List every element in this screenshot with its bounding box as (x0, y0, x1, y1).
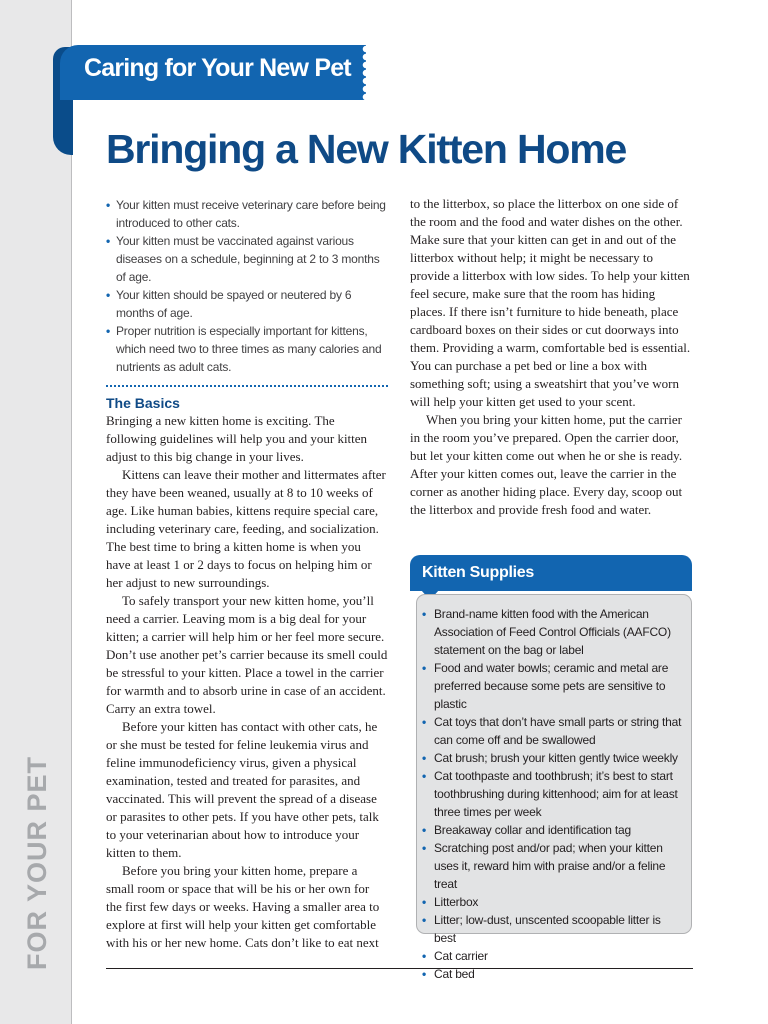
bullet-icon: • (106, 198, 111, 212)
paragraph-start-text: Before you bring your kitten home, prepare a small room or space that will be his or her own for the first few days or weeks. Having a smaller area to explore at first will help your kitten get comfortable with his or her new home. Cats don’t like to eat next (106, 863, 380, 950)
basics-paragraph-continued (106, 862, 388, 952)
key-point (106, 196, 388, 232)
basics-paragraph: To safely transport your new kitten home, you’ll need a carrier. Leaving mom is a big deal for your kitten; a carrier will help him or her feel more secure. Don’t use another pet’s carrier because its smell could be stressful to your kitten. Place a towel in the carrier for warmth and to absorb urine in case of an accident. Carry an extra towel. (106, 593, 388, 716)
right-column (410, 195, 692, 519)
bullet-icon: • (422, 967, 427, 981)
supply-item (422, 821, 683, 839)
bullet-icon: • (422, 661, 427, 675)
supply-item-text: Food and water bowls; ceramic and metal are preferred because some pets are sensitive to plastic (434, 661, 669, 711)
supply-item (422, 605, 683, 659)
supply-item-text: Brand-name kitten food with the American Association of Feed Control Officials (AAFCO) statement on the bag or label (434, 607, 671, 657)
side-strip (0, 0, 72, 1024)
key-point-text: Your kitten must receive veterinary care before being introduced to other cats. (116, 198, 386, 230)
supply-item-text: Cat toothpaste and toothbrush; it’s best to start toothbrushing during kittenhood; aim for at least three times per week (434, 769, 678, 819)
basics-paragraph: Kittens can leave their mother and littermates after they have been weaned, usually at 8 to 10 weeks of age. Like human babies, kittens require special care, including veterinary care, feeding, and socialization. The best time to bring a kitten home is when you have at least 1 or 2 days to focus on helping him or her adjust to new surroundings. (106, 467, 386, 590)
supply-item (422, 947, 683, 965)
key-point (106, 322, 388, 376)
supply-item-text: Cat brush; brush your kitten gently twice weekly (434, 751, 678, 765)
bullet-icon: • (422, 607, 427, 621)
supply-item-text: Litterbox (434, 895, 479, 909)
dotted-divider (106, 385, 388, 387)
banner-title: Caring for Your New Pet (84, 54, 351, 82)
page-title: Bringing a New Kitten Home (106, 126, 627, 172)
key-point-text: Your kitten should be spayed or neutered by 6 months of age. (116, 288, 352, 320)
bullet-icon: • (422, 751, 427, 765)
supply-item (422, 839, 683, 893)
supply-item (422, 767, 683, 821)
basics-paragraph-continuation (410, 195, 692, 411)
supply-item (422, 893, 683, 911)
paragraph-end-text: to the litterbox, so place the litterbox on one side of the room and the food and water dishes on the other. Make sure that your kitten can get in and out of the litterbox without help; it might be necessary to provide a litterbox with low sides. To help your kitten feel secure, make sure that the room has hiding places. If there isn’t furniture to hide beneath, place cardboard boxes on their sides or cut doorways into them. Providing a warm, comfortable bed is essential. You can purchase a pet bed or line a box with something soft; using a sweatshirt that you’ve worn will help your kitten get used to your scent. (410, 196, 691, 409)
supplies-list (422, 605, 683, 983)
supply-item (422, 749, 683, 767)
supplies-box (416, 594, 692, 981)
supply-item (422, 911, 683, 947)
bullet-icon: • (422, 949, 427, 963)
bullet-icon: • (106, 288, 111, 302)
left-column (106, 196, 388, 952)
bullet-icon: • (106, 324, 111, 338)
key-point-text: Your kitten must be vaccinated against various diseases on a schedule, beginning at 2 to 3 months of age. (116, 234, 380, 284)
basics-paragraph: Bringing a new kitten home is exciting. The following guidelines will help you and your kitten adjust to this big change in your lives. (106, 413, 368, 464)
bottom-rule (106, 968, 693, 969)
key-point (106, 286, 388, 322)
bullet-icon: • (106, 234, 111, 248)
bullet-icon: • (422, 841, 427, 855)
side-label: FOR YOUR PET (22, 755, 52, 970)
supply-item (422, 713, 683, 749)
bullet-icon: • (422, 895, 427, 909)
key-point (106, 232, 388, 286)
supply-item-text: Breakaway collar and identification tag (434, 823, 631, 837)
supplies-header (410, 555, 692, 591)
supply-item (422, 659, 683, 713)
supplies-heading: Kitten Supplies (422, 564, 534, 581)
basics-paragraph: When you bring your kitten home, put the carrier in the room you’ve prepared. Open the carrier door, but let your kitten come out when he or she is ready. After your kitten comes out, leave the carrier in the corner as another hiding place. Every day, scoop out the litterbox and provide fresh food and water. (410, 412, 683, 517)
bullet-icon: • (422, 769, 427, 783)
basics-paragraph: Before your kitten has contact with other cats, he or she must be tested for feline leukemia virus and feline immunodeficiency virus, given a physical examination, tested and treated for parasites, and vaccinated. This will prevent the spread of a disease or parasites to other pets. If you have other pets, talk to your veterinarian about how to introduce your kitten to them. (106, 719, 379, 860)
bullet-icon: • (422, 913, 427, 927)
supply-item-text: Litter; low-dust, unscented scoopable litter is best (434, 913, 661, 945)
supply-item-text: Cat carrier (434, 949, 488, 963)
basics-heading: The Basics (106, 395, 180, 411)
supply-item-text: Cat toys that don’t have small parts or string that can come off and be swallowed (434, 715, 682, 747)
supply-item-text: Cat bed (434, 967, 475, 981)
supply-item-text: Scratching post and/or pad; when your kitten uses it, reward him with praise and/or a feline treat (434, 841, 666, 891)
bullet-icon: • (422, 715, 427, 729)
key-point-text: Proper nutrition is especially important for kittens, which need two to three times as many calories and nutrients as adult cats. (116, 324, 382, 374)
bullet-icon: • (422, 823, 427, 837)
banner-serrated-edge (354, 45, 366, 100)
key-points-list (106, 196, 388, 376)
